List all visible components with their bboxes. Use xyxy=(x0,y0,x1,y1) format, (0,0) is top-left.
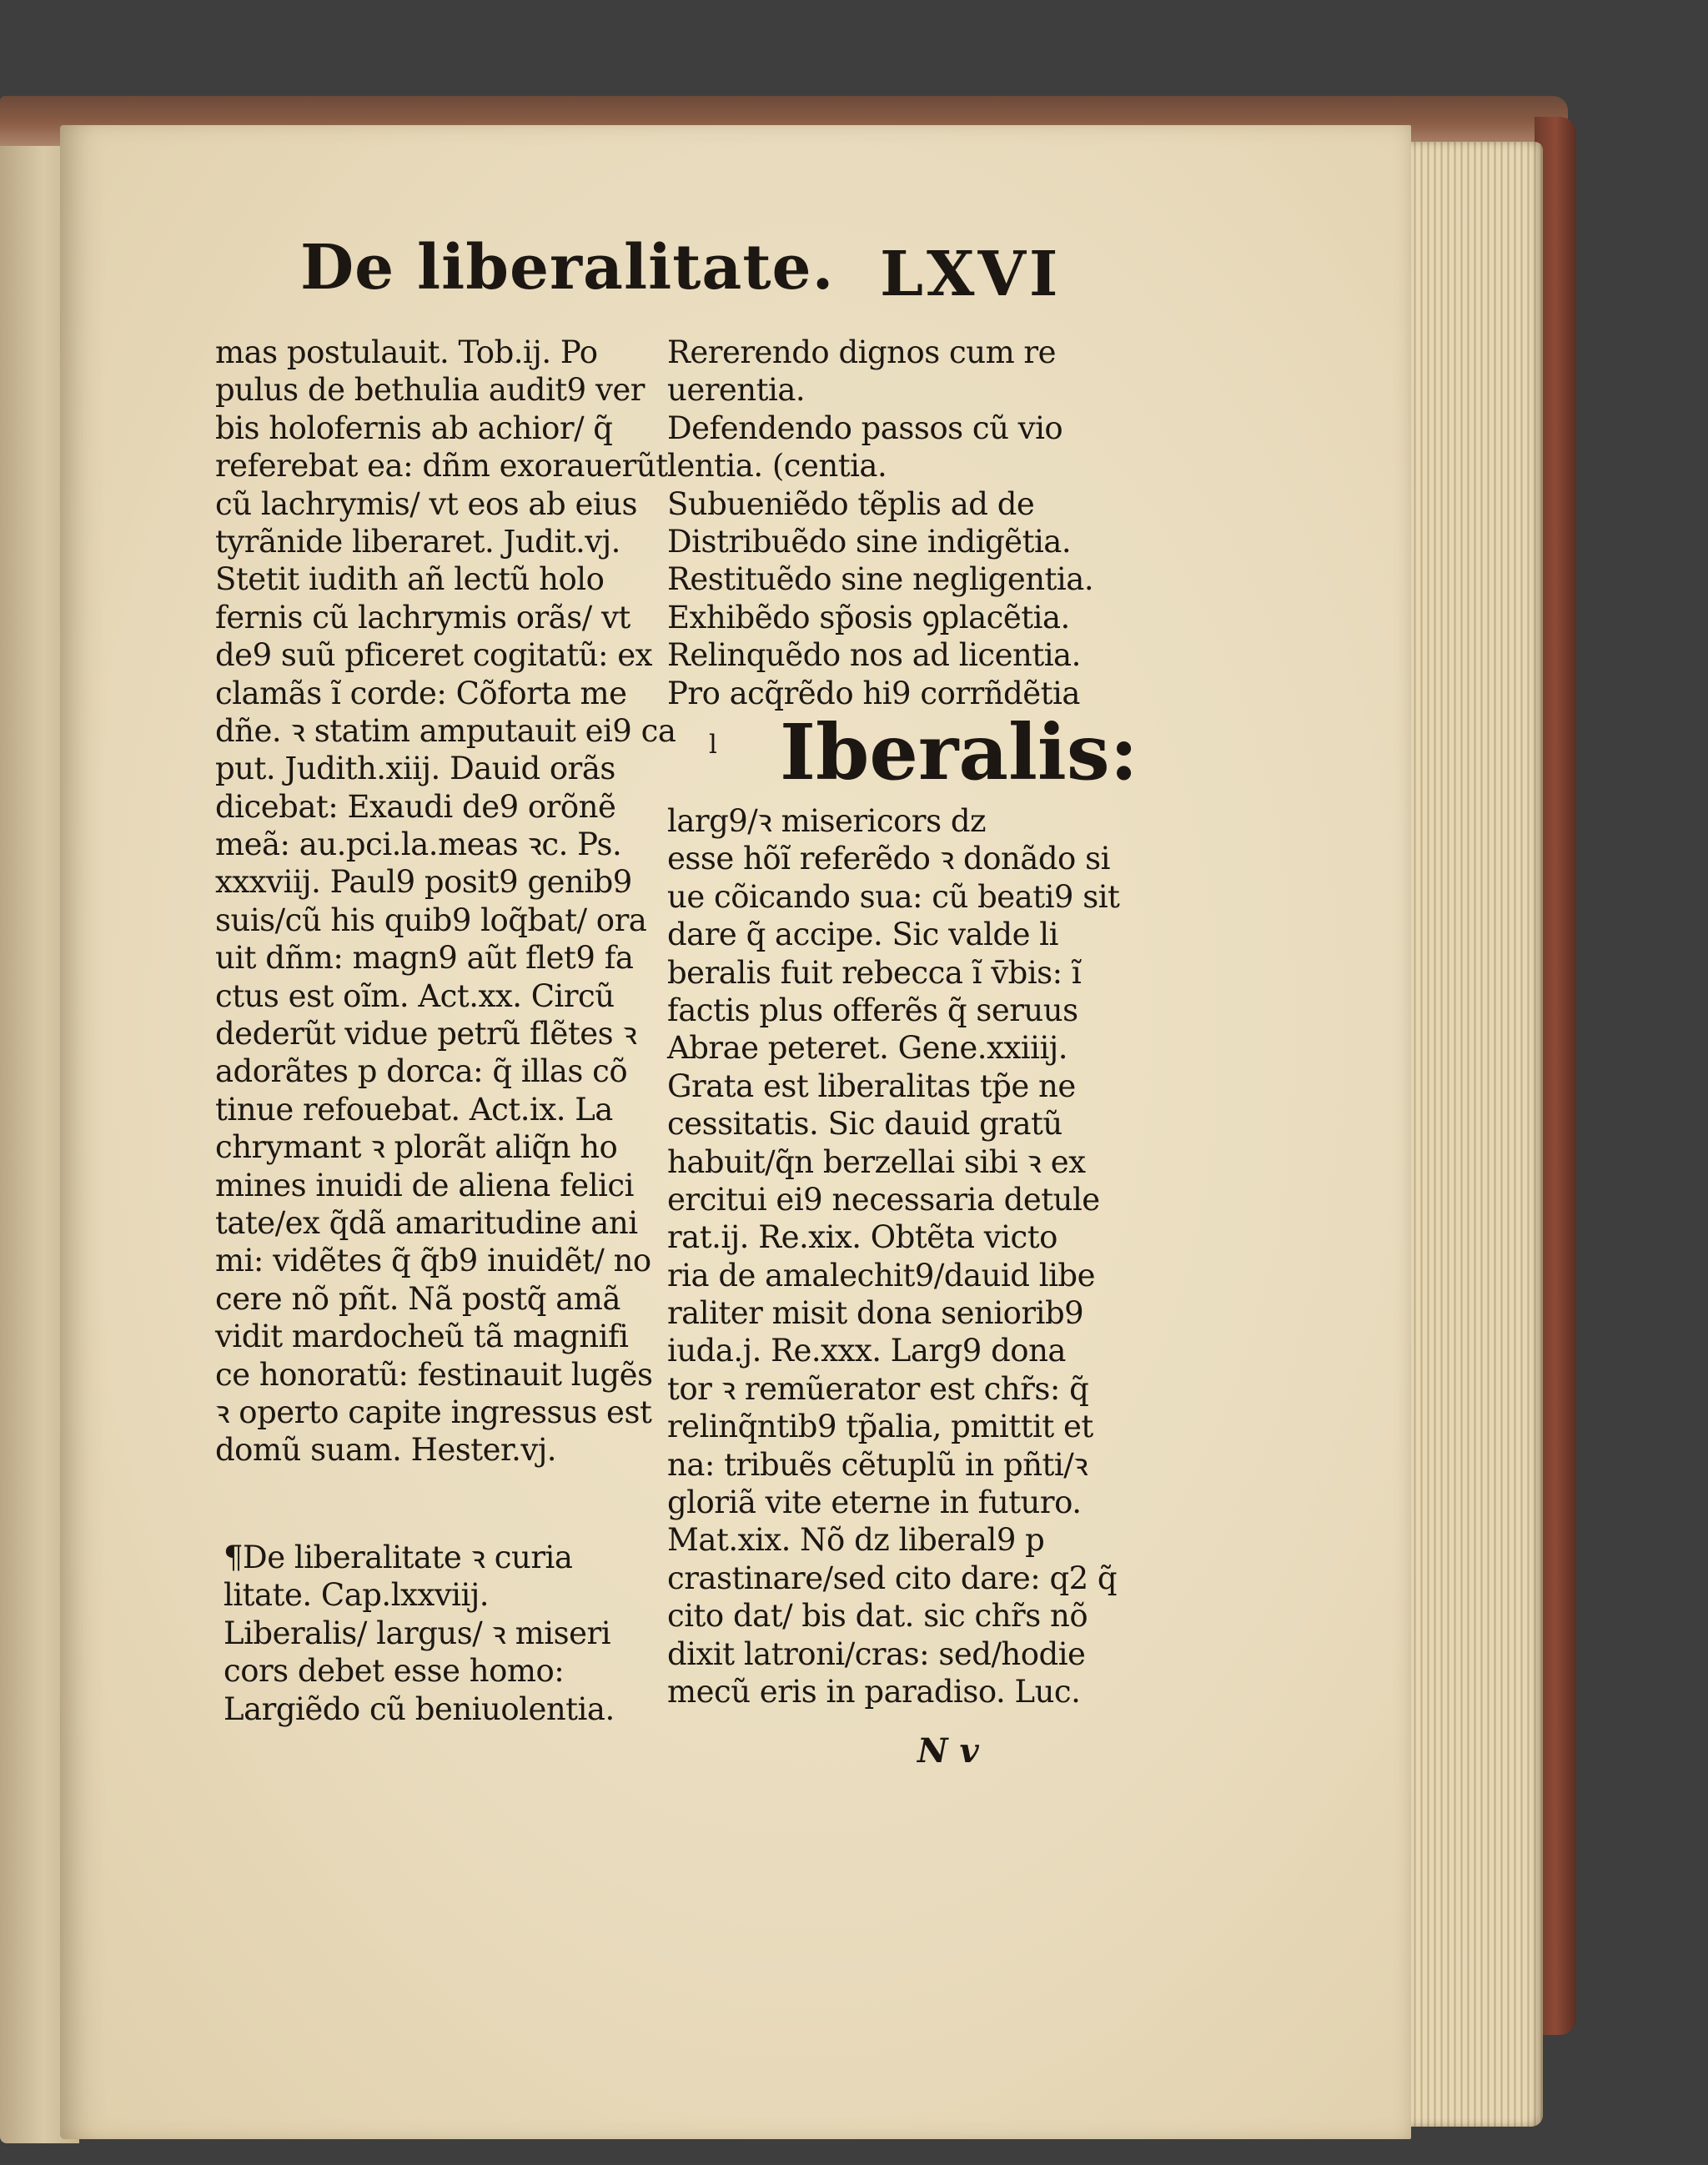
text-line: Pro acq̃rẽdo hi9 corrñdẽtia xyxy=(667,675,1080,711)
text-line: Mat.xix. Nõ dz liberal9 p xyxy=(667,1522,1045,1559)
guide-letter: l xyxy=(709,730,717,760)
text-line: tor ꝛ remũerator est chr̃s: q̃ xyxy=(667,1370,1089,1407)
text-line: cũ lachrymis/ vt eos ab eius xyxy=(215,485,637,522)
text-line: beralis fuit rebecca ĩ v̄bis: ĩ xyxy=(667,954,1082,991)
text-line: clamãs ĩ corde: Cõforta me xyxy=(215,675,627,711)
text-line: tyrãnide liberaret. Judit.vj. xyxy=(215,523,620,560)
text-line: Liberalis/ largus/ ꝛ miseri xyxy=(224,1615,611,1651)
left-text-column xyxy=(215,334,676,1469)
text-line: suis/cũ his quib9 loq̃bat/ ora xyxy=(215,902,647,938)
text-line: factis plus offerẽs q̃ seruus xyxy=(667,992,1078,1028)
text-line: lentia. (centia. xyxy=(667,448,887,485)
chapter-heading-block xyxy=(224,1539,657,1728)
text-line: relinq̃ntib9 tp̃alia, pmittit et xyxy=(667,1409,1093,1445)
text-line: gloriã vite eterne in futuro. xyxy=(667,1484,1082,1521)
text-line: mas postulauit. Tob.ij. Po xyxy=(215,334,598,370)
text-line: mecũ eris in paradiso. Luc. xyxy=(667,1673,1081,1710)
text-line: cere nõ pñt. Nã postq̃ amã xyxy=(215,1280,620,1317)
text-line: mines inuidi de aliena felici xyxy=(215,1167,634,1203)
text-line: mi: vidẽtes q̃ q̃b9 inuidẽt/ no xyxy=(215,1243,651,1279)
text-line: Subueniẽdo tẽplis ad de xyxy=(667,485,1035,522)
text-line: crastinare/sed cito dare: q2 q̃ xyxy=(667,1560,1118,1596)
text-line: Relinquẽdo nos ad licentia. xyxy=(667,637,1081,674)
text-line: Largiẽdo cũ beniuolentia. xyxy=(224,1690,615,1727)
text-line: uit dñm: magn9 aũt flet9 fa xyxy=(215,940,634,977)
text-line: Defendendo passos cũ vio xyxy=(667,409,1063,446)
text-line: ria de amalechit9/dauid libe xyxy=(667,1257,1095,1293)
text-line: pulus de bethulia audit9 ver xyxy=(215,372,645,409)
text-line: tate/ex q̃dã amaritudine ani xyxy=(215,1204,638,1241)
text-line: Abrae peteret. Gene.xxiiij. xyxy=(667,1030,1068,1067)
text-line: habuit/q̃n berzellai sibi ꝛ ex xyxy=(667,1143,1086,1180)
text-line: xxxviij. Paul9 posit9 genib9 xyxy=(215,864,632,901)
initial-word: Iberalis: xyxy=(780,707,1138,797)
text-line: ue cõicando sua: cũ beati9 sit xyxy=(667,878,1120,915)
text-block-edges xyxy=(1409,142,1543,2127)
text-line: vidit mardocheũ tã magnifi xyxy=(215,1319,629,1355)
text-line: uerentia. xyxy=(667,372,806,409)
text-line: domũ suam. Hester.vj. xyxy=(215,1432,557,1469)
text-line: referebat ea: dñm exorauerũt xyxy=(215,448,668,485)
chapter-number-line: litate. Cap.lxxviij. xyxy=(224,1577,490,1614)
text-line: Exhibẽdo sp̃osis ꝯplacẽtia. xyxy=(667,599,1070,635)
text-line: cito dat/ bis dat. sic chr̃s nõ xyxy=(667,1598,1088,1635)
text-line: dicebat: Exaudi de9 orõnẽ xyxy=(215,788,616,825)
text-line: Distribuẽdo sine indigẽtia. xyxy=(667,523,1072,560)
text-line: raliter misit dona seniorib9 xyxy=(667,1295,1084,1332)
text-line: adorãtes p dorca: q̃ illas cõ xyxy=(215,1053,628,1090)
text-line: cessitatis. Sic dauid gratũ xyxy=(667,1106,1062,1143)
folio-number: LXVI xyxy=(880,239,1062,310)
text-line: rat.ij. Re.xix. Obtẽta victo xyxy=(667,1219,1057,1256)
running-head: De liberalitate. xyxy=(300,232,835,304)
text-line: ce honoratũ: festinauit lugẽs xyxy=(215,1356,653,1393)
text-line: esse hõĩ referẽdo ꝛ donãdo si xyxy=(667,841,1110,877)
text-line: ꝛ operto capite ingressus est xyxy=(215,1394,652,1430)
text-line: larg9/ꝛ misericors dz xyxy=(667,803,987,839)
signature-mark: N v xyxy=(917,1731,979,1771)
text-line: chrymant ꝛ plorãt aliq̃n ho xyxy=(215,1129,618,1166)
text-line: meã: au.pci.la.meas ꝛc. Ps. xyxy=(215,826,622,863)
text-line: dare q̃ accipe. Sic valde li xyxy=(667,917,1058,953)
text-line: fernis cũ lachrymis orãs/ vt xyxy=(215,599,630,635)
text-line: dixit latroni/cras: sed/hodie xyxy=(667,1635,1086,1672)
text-line: iuda.j. Re.xxx. Larg9 dona xyxy=(667,1333,1066,1369)
text-line: ercitui ei9 necessaria detule xyxy=(667,1181,1100,1218)
text-line: dederũt vidue petrũ flẽtes ꝛ xyxy=(215,1016,637,1052)
text-line: Grata est liberalitas tp̃e ne xyxy=(667,1067,1076,1104)
text-line: Stetit iudith añ lectũ holo xyxy=(215,561,605,598)
text-line: de9 suũ pficeret cogitatũ: ex xyxy=(215,637,652,674)
right-text-column-top xyxy=(667,334,1101,712)
text-line: cors debet esse homo: xyxy=(224,1653,565,1690)
text-line: dñe. ꝛ statim amputauit ei9 ca xyxy=(215,712,676,749)
text-line: ctus est oĩm. Act.xx. Circũ xyxy=(215,977,615,1014)
text-line: Restituẽdo sine negligentia. xyxy=(667,561,1094,598)
text-line: na: tribuẽs cẽtuplũ in pñti/ꝛ xyxy=(667,1446,1088,1483)
right-text-column-bottom xyxy=(667,802,1120,1710)
text-line: tinue refouebat. Act.ix. La xyxy=(215,1091,613,1128)
text-line: put. Judith.xiij. Dauid orãs xyxy=(215,751,615,787)
text-line: Rererendo dignos cum re xyxy=(667,334,1057,370)
text-line: bis holofernis ab achior/ q̃ xyxy=(215,409,613,446)
chapter-title-line: ¶De liberalitate ꝛ curia xyxy=(224,1540,573,1575)
